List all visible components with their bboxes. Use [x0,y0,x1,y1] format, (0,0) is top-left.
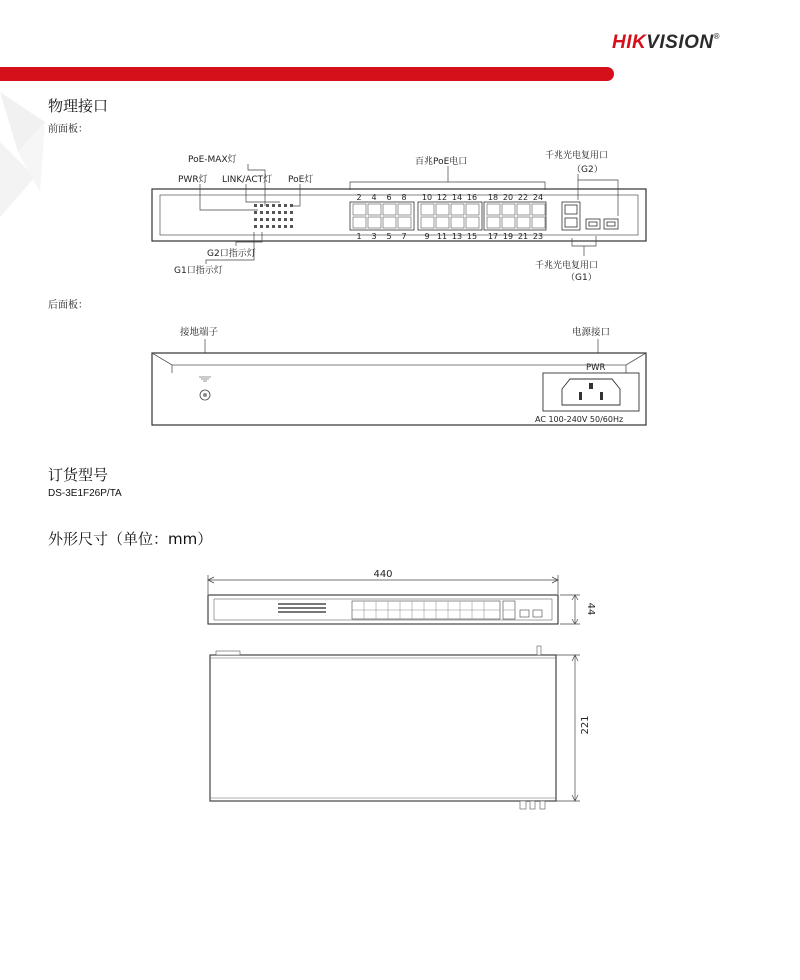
svg-text:9: 9 [424,232,430,241]
svg-text:4: 4 [371,193,377,202]
callout-g1-port: 千兆光电复用口 [535,261,599,271]
svg-text:21: 21 [517,232,529,241]
height-dimension: 44 [585,602,596,616]
svg-text:13: 13 [451,232,463,241]
callout-g1-paren: （G1） [566,273,597,283]
callout-pwr: PWR灯 [178,175,208,185]
callout-g2-led: G2口指示灯 [207,249,256,259]
rear-panel-label: 后面板： [48,300,88,311]
svg-text:2: 2 [356,193,362,202]
power-socket-icon [562,379,620,405]
header-accent-bar [0,67,614,81]
svg-text:5: 5 [386,232,392,241]
svg-text:1: 1 [356,232,362,241]
svg-text:17: 17 [487,232,499,241]
ac-rating-text: AC 100-240V 50/60Hz [535,415,624,424]
front-panel-label: 前面板： [48,124,88,135]
hikvision-logo: HIKVISION® [612,32,721,53]
svg-text:6: 6 [386,193,392,202]
dimension-drawing [0,560,800,820]
width-dimension: 440 [373,569,393,580]
svg-text:7: 7 [401,232,407,241]
svg-text:10: 10 [421,193,433,202]
svg-text:23: 23 [532,232,544,241]
svg-text:12: 12 [436,193,448,202]
order-model-title: 订货型号 [48,466,109,484]
depth-dimension: 221 [580,715,591,735]
front-panel-diagram [0,140,800,290]
svg-text:11: 11 [436,232,448,241]
model-number: DS-3E1F26P/TA [48,488,122,499]
svg-text:8: 8 [401,193,407,202]
callout-g2-paren: （G2） [572,165,603,175]
svg-text:19: 19 [502,232,514,241]
svg-text:20: 20 [502,193,514,202]
callout-poe-max: PoE-MAX灯 [188,155,237,165]
physical-interface-title: 物理接口 [48,97,109,115]
callout-link-act: LINK/ACT灯 [222,175,273,185]
callout-g2-port: 千兆光电复用口 [545,151,609,161]
svg-text:18: 18 [487,193,499,202]
svg-text:14: 14 [451,193,463,202]
callout-poe-ports: 百兆PoE电口 [415,157,468,167]
pwr-label: PWR [586,363,606,373]
callout-ground-terminal: 接地端子 [180,327,219,338]
svg-text:24: 24 [532,193,544,202]
callout-poe: PoE灯 [288,175,314,185]
svg-text:16: 16 [466,193,478,202]
svg-text:22: 22 [517,193,529,202]
top-view-outline [210,655,556,801]
svg-text:15: 15 [466,232,478,241]
svg-text:3: 3 [371,232,377,241]
dimensions-title: 外形尺寸（单位：mm） [48,530,213,548]
callout-power-interface: 电源接口 [572,327,611,338]
rear-panel-diagram [0,315,800,430]
callout-g1-led: G1口指示灯 [174,266,223,276]
